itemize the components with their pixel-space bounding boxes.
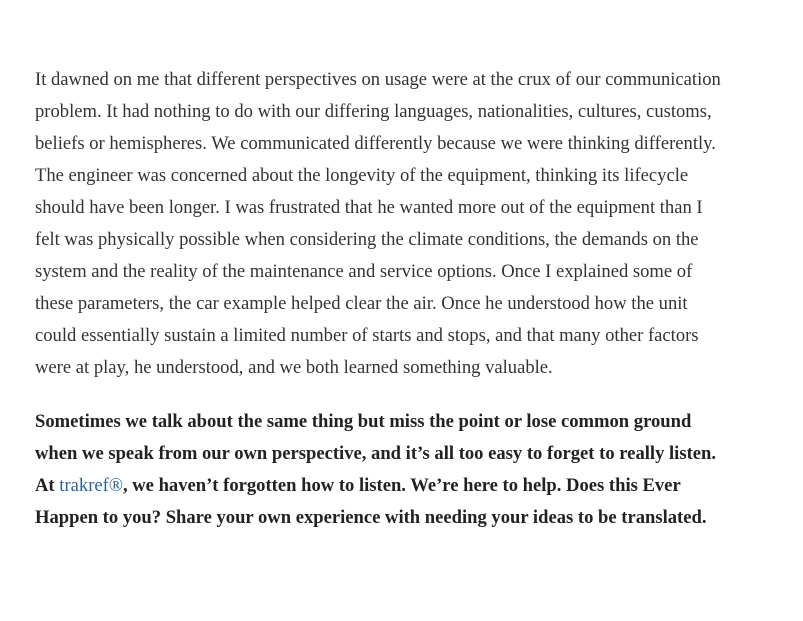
text-segment: , we haven’t forgotten how to listen. We’re here to help. Does this Ever bbox=[122, 475, 681, 496]
text-line-with-link bbox=[35, 470, 785, 502]
text-line: when we speak from our own perspective, and it’s all too easy to forget to really listen. bbox=[35, 443, 717, 464]
trakref-link[interactable]: trakref® bbox=[59, 475, 123, 496]
text-line: problem. It had nothing to do with our differing languages, nationalities, cultures, customs, bbox=[35, 101, 712, 122]
paragraph-2-callout bbox=[35, 406, 785, 534]
text-line: beliefs or hemispheres. We communicated differently because we were thinking differently. bbox=[35, 133, 716, 154]
text-line: were at play, he understood, and we both learned something valuable. bbox=[35, 357, 553, 378]
paragraph-1 bbox=[35, 64, 785, 384]
text-line: could essentially sustain a limited number of starts and stops, and that many other factors bbox=[35, 325, 699, 346]
text-line: It dawned on me that different perspectives on usage were at the crux of our communication bbox=[35, 69, 721, 90]
text-line: Sometimes we talk about the same thing but miss the point or lose common ground bbox=[35, 411, 692, 432]
text-line: Happen to you? Share your own experience with needing your ideas to be translated. bbox=[35, 507, 707, 528]
text-line: should have been longer. I was frustrated that he wanted more out of the equipment than I bbox=[35, 197, 703, 218]
text-line: felt was physically possible when considering the climate conditions, the demands on the bbox=[35, 229, 699, 250]
text-segment: At bbox=[35, 475, 60, 496]
article-body bbox=[35, 64, 785, 534]
text-line: The engineer was concerned about the longevity of the equipment, thinking its lifecycle bbox=[35, 165, 689, 186]
text-line: system and the reality of the maintenance and service options. Once I explained some of bbox=[35, 261, 693, 282]
text-line: these parameters, the car example helped clear the air. Once he understood how the unit bbox=[35, 293, 688, 314]
